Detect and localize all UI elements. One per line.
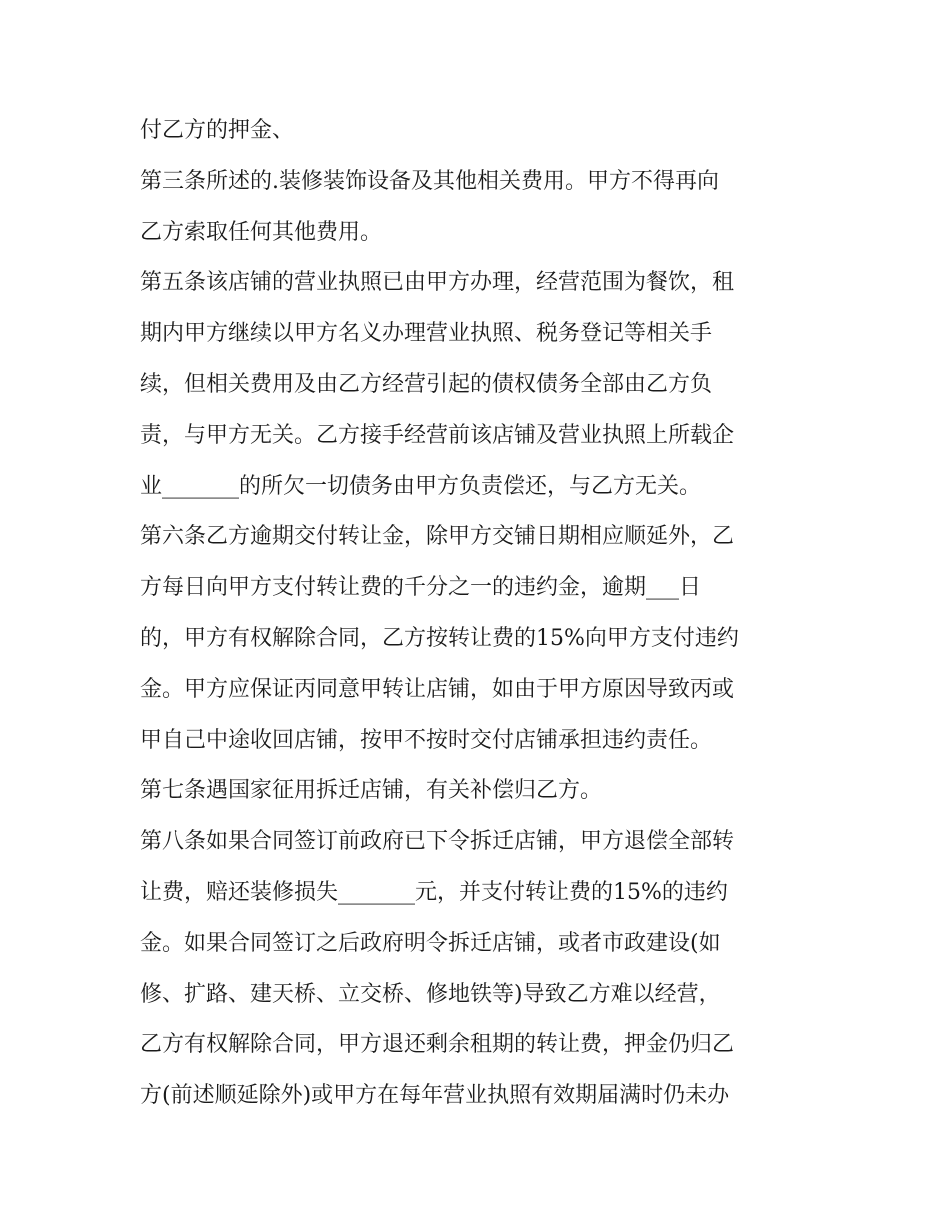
text-line-1: 付乙方的押金、 [140, 118, 295, 143]
text-line-19: 乙方有权解除合同，甲方退还剩余租期的转让费，押金仍归乙 [140, 1032, 735, 1058]
text-line-2: 第三条所述的.装修装饰设备及其他相关费用。甲方不得再向 [140, 168, 719, 194]
text-line-14: 第七条遇国家征用拆迁店铺，有关补偿归乙方。 [140, 778, 603, 804]
text-line-15: 第八条如果合同签订前政府已下令拆迁店铺，甲方退偿全部转 [140, 829, 735, 855]
text-line-6: 续，但相关费用及由乙方经营引起的债权债务全部由乙方负 [140, 371, 713, 397]
text-line-8: 业_______的所欠一切债务由甲方负责偿还，与乙方无关。 [140, 473, 702, 499]
text-line-20: 方(前述顺延除外)或甲方在每年营业执照有效期届满时仍未办 [140, 1083, 730, 1109]
text-line-11: 的，甲方有权解除合同，乙方按转让费的15%向甲方支付违约 [140, 625, 739, 651]
text-line-10: 方每日向甲方支付转让费的千分之一的违约金，逾期___日 [140, 575, 702, 601]
text-line-16: 让费，赔还装修损失_______元，并支付转让费的15%的违约 [140, 879, 728, 905]
text-line-4: 第五条该店铺的营业执照已由甲方办理，经营范围为餐饮，租 [140, 270, 735, 296]
text-line-17: 金。如果合同签订之后政府明令拆迁店铺，或者市政建设(如 [140, 930, 721, 956]
text-line-3: 乙方索取任何其他费用。 [140, 219, 383, 245]
contract-text [140, 106, 815, 1122]
text-line-9: 第六条乙方逾期交付转让金，除甲方交铺日期相应顺延外，乙 [140, 524, 735, 550]
text-line-18: 修、扩路、建天桥、立交桥、修地铁等)导致乙方难以经营， [140, 981, 721, 1007]
text-line-7: 责，与甲方无关。乙方接手经营前该店铺及营业执照上所载企 [140, 422, 735, 448]
text-line-12: 金。甲方应保证丙同意甲转让店铺，如由于甲方原因导致丙或 [140, 676, 735, 702]
text-line-13: 甲自己中途收回店铺，按甲不按时交付店铺承担违约责任。 [140, 727, 713, 753]
text-line-5: 期内甲方继续以甲方名义办理营业执照、税务登记等相关手 [140, 321, 713, 347]
